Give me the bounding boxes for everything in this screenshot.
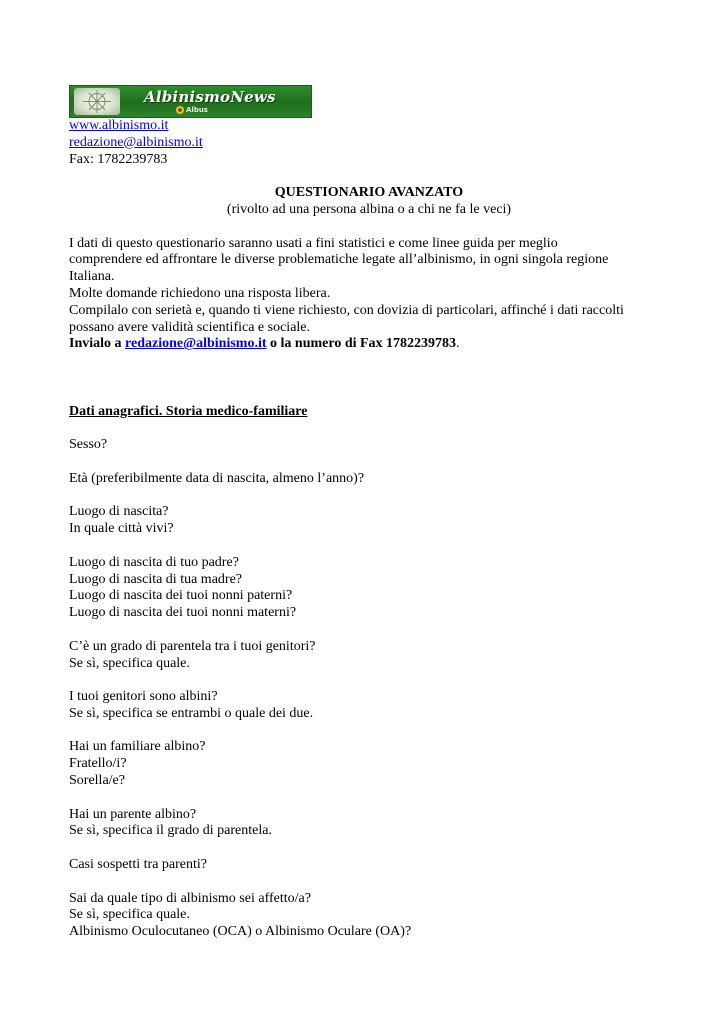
document-page bbox=[69, 85, 669, 941]
question-kinship-detail: Se sì, specifica quale. bbox=[69, 655, 190, 671]
logo-title: AlbinismoNews bbox=[144, 88, 276, 106]
question-sex: Sesso? bbox=[69, 437, 108, 453]
intro-line: I dati di questo questionario saranno usati a fini statistici e come linee guida per meglio bbox=[69, 235, 558, 251]
send-prefix: Invialo a bbox=[69, 336, 126, 352]
intro-line: Compilalo con serietà e, quando ti viene richiesto, con dovizia di particolari, affinché i dati raccolti bbox=[69, 302, 624, 318]
page-title: QUESTIONARIO AVANZATO bbox=[274, 185, 464, 201]
question-parents-albino: I tuoi genitori sono albini? bbox=[69, 689, 218, 705]
question-maternal-grandparents: Luogo di nascita dei tuoi nonni materni? bbox=[69, 605, 297, 621]
question-father-birthplace: Luogo di nascita di tuo padre? bbox=[69, 554, 239, 570]
intro-line: possano avere validità scientifica e sociale. bbox=[69, 319, 311, 335]
question-brothers: Fratello/i? bbox=[69, 756, 127, 772]
intro-line: comprendere ed affrontare le diverse problematiche legate all’albinismo, in ogni singola regione bbox=[69, 252, 609, 268]
logo-subtitle: Albus bbox=[186, 106, 208, 114]
albinismonews-logo bbox=[69, 85, 312, 118]
question-birthplace: Luogo di nascita? bbox=[69, 504, 169, 520]
question-albinism-type: Sai da quale tipo di albinismo sei affetto/a? bbox=[69, 890, 311, 906]
send-instructions bbox=[69, 336, 669, 353]
question-age: Età (preferibilmente data di nascita, almeno l’anno)? bbox=[69, 470, 365, 486]
fax-number: Fax: 1782239783 bbox=[69, 151, 168, 167]
emblem-icon bbox=[74, 88, 120, 115]
question-city: In quale città vivi? bbox=[69, 521, 174, 537]
question-relative-albino: Hai un parente albino? bbox=[69, 806, 197, 822]
question-relative-detail: Se sì, specifica il grado di parentela. bbox=[69, 823, 272, 839]
question-paternal-grandparents: Luogo di nascita dei tuoi nonni paterni? bbox=[69, 588, 293, 604]
section-heading: Dati anagrafici. Storia medico-familiare bbox=[69, 403, 308, 419]
question-suspected-cases: Casi sospetti tra parenti? bbox=[69, 857, 208, 873]
send-suffix: o la numero di Fax 1782239783 bbox=[266, 336, 457, 352]
website-link[interactable]: www.albinismo.it bbox=[69, 118, 169, 133]
send-email-link[interactable]: redazione@albinismo.it bbox=[125, 336, 267, 352]
question-parents-detail: Se sì, specifica se entrambi o quale dei due. bbox=[69, 705, 314, 721]
question-mother-birthplace: Luogo di nascita di tua madre? bbox=[69, 571, 242, 587]
question-family-albino: Hai un familiare albino? bbox=[69, 739, 206, 755]
question-sisters: Sorella/e? bbox=[69, 773, 125, 789]
question-kinship: C’è un grado di parentela tra i tuoi genitori? bbox=[69, 638, 316, 654]
question-albinism-type-detail: Se sì, specifica quale. bbox=[69, 907, 190, 923]
flower-icon bbox=[176, 106, 184, 114]
email-link[interactable]: redazione@albinismo.it bbox=[69, 134, 203, 150]
page-subtitle: (rivolto ad una persona albina o a chi ne fa le veci) bbox=[226, 201, 512, 217]
intro-line: Molte domande richiedono una risposta libera. bbox=[69, 285, 331, 301]
send-end: . bbox=[456, 336, 460, 352]
question-oca-oa: Albinismo Oculocutaneo (OCA) o Albinismo Oculare (OA)? bbox=[69, 924, 412, 940]
intro-line: Italiana. bbox=[69, 269, 115, 285]
